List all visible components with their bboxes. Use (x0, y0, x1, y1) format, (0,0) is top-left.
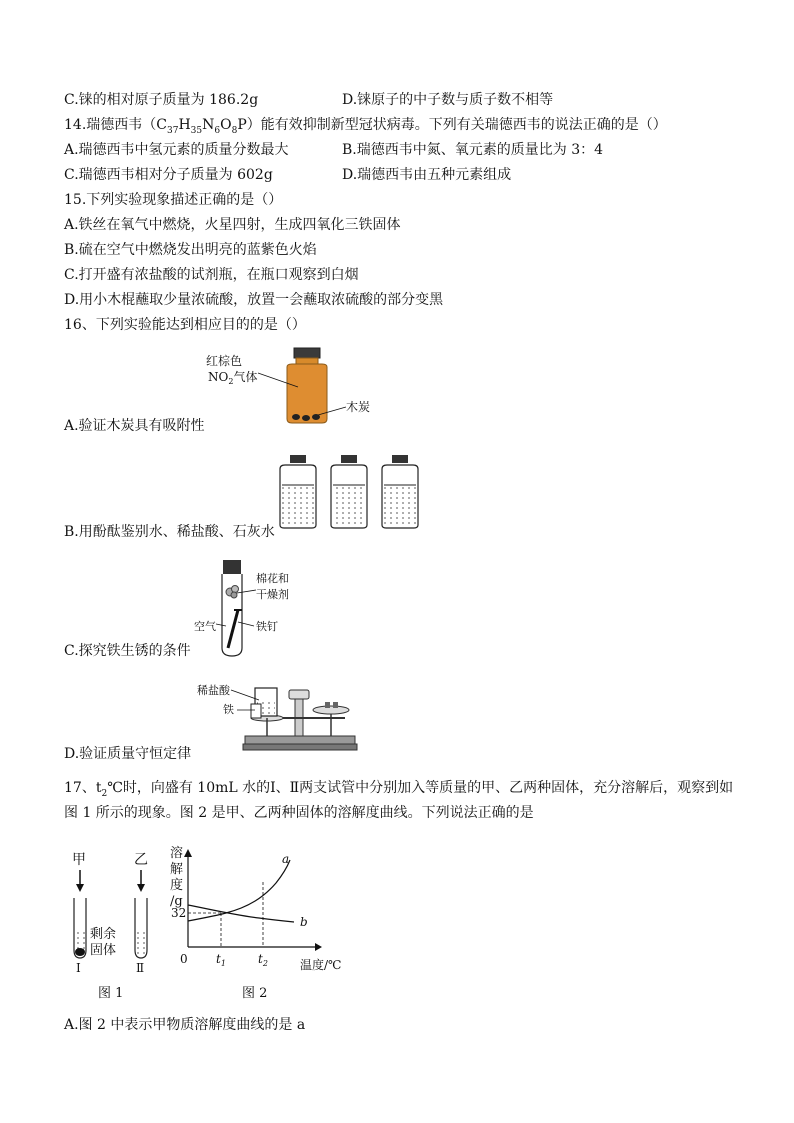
bottle-illustration (331, 455, 367, 528)
ylabel-char: 解 (170, 862, 184, 877)
q14-option-b: B.瑞德西韦中氮、氧元素的质量比为 3：4 (342, 142, 604, 158)
figure-2-caption: 图 2 (242, 986, 268, 1001)
q15-option-d: D.用小木棍蘸取少量浓硫酸，放置一会蘸取浓硫酸的部分变黑 (64, 292, 444, 308)
no2-gas-text: 气体 (233, 370, 258, 384)
fig-c-label-nail: 铁钉 (256, 620, 278, 633)
q15-stem: 15.下列实验现象描述正确的是（） (64, 192, 283, 208)
curve-b-label: b (300, 915, 308, 929)
q14-stem (64, 115, 667, 135)
label-tube-ii: Ⅱ (136, 961, 145, 975)
formula-el: O (220, 117, 232, 133)
label-jia: 甲 (72, 852, 86, 868)
q14-stem-text: ）能有效抑制新型冠状病毒。下列有关瑞德西韦的说法正确的是（） (246, 117, 667, 133)
x-tick-t2 (258, 952, 268, 968)
fig-a-label-red-brown: 红棕色 (206, 354, 243, 368)
ylabel-char: 溶 (170, 846, 184, 861)
curve-a-label: a (282, 852, 290, 866)
q17-option-a: A.图 2 中表示甲物质溶解度曲线的是 a (64, 1017, 306, 1033)
t2-text: t (258, 952, 263, 966)
guide-lines (188, 882, 263, 947)
q16-option-d: D.验证质量守恒定律 (64, 746, 192, 762)
t1-sub: 1 (220, 959, 226, 968)
no2-text: NO (208, 370, 229, 384)
label-residue-1: 剩余 (90, 927, 117, 942)
q15-option-c: C.打开盛有浓盐酸的试剂瓶，在瓶口观察到白烟 (64, 267, 359, 283)
label-yi: 乙 (134, 852, 148, 868)
q14-option-d: D.瑞德西韦由五种元素组成 (342, 167, 512, 183)
q15-option-a: A.铁丝在氧气中燃烧，火星四射，生成四氧化三铁固体 (64, 217, 401, 233)
figure-1-caption: 图 1 (98, 986, 124, 1001)
ylabel-char: /g (170, 894, 183, 909)
t2-sub: 2 (262, 959, 268, 968)
q17-stem-line2: 图 1 所示的现象。图 2 是甲、乙两种固体的溶解度曲线。下列说法正确的是 (64, 805, 534, 821)
test-tube-illustration (222, 560, 242, 656)
q16-option-c: C.探究铁生锈的条件 (64, 643, 191, 659)
formula-sub: 6 (214, 125, 221, 136)
x-axis-label: 温度/℃ (300, 958, 342, 972)
q14-option-a: A.瑞德西韦中氢元素的质量分数最大 (64, 142, 289, 158)
q17-stem-line1 (64, 778, 733, 798)
q16-figure-c (190, 560, 310, 660)
q16-figure-d (195, 680, 365, 755)
origin-label: 0 (180, 952, 188, 966)
arrow-down-icon (137, 870, 145, 892)
y-tick-32: 32 (171, 906, 187, 920)
ylabel-char: 度 (170, 878, 184, 893)
fig-a-label-charcoal: 木炭 (346, 400, 371, 414)
fig-c-label-cotton: 棉花和 (256, 572, 289, 585)
q13-option-c: C.铼的相对原子质量为 186.2g (64, 92, 259, 108)
test-tube-ii (135, 898, 147, 958)
q16-option-a: A.验证木炭具有吸附性 (64, 418, 205, 434)
q15-option-b: B.硫在空气中燃烧发出明亮的蓝紫色火焰 (64, 242, 317, 258)
q17-figure-2 (164, 845, 364, 1005)
t2-sub: 2 (101, 788, 108, 799)
q17-stem-text: 17、t (64, 780, 102, 796)
q16-figure-b (275, 455, 425, 530)
balance-illustration (243, 688, 357, 750)
bottle-illustration (382, 455, 418, 528)
q14-option-c: C.瑞德西韦相对分子质量为 602g (64, 167, 273, 183)
q16-figure-a (200, 345, 400, 430)
bottle-illustration (280, 455, 316, 528)
formula-sub: 35 (190, 125, 203, 136)
label-tube-i: Ⅰ (76, 961, 81, 975)
q13-option-d: D.铼原子的中子数与质子数不相等 (342, 92, 554, 108)
formula-sub: 8 (231, 125, 238, 136)
formula-el: N (202, 117, 215, 133)
q16-option-b: B.用酚酞鉴别水、稀盐酸、石灰水 (64, 524, 275, 540)
q16-stem: 16、下列实验能达到相应目的的是（） (64, 317, 306, 333)
q17-figure-1 (64, 850, 164, 1005)
x-tick-t1 (216, 952, 226, 968)
fig-d-label-dilute-hcl: 稀盐酸 (197, 684, 230, 697)
chart-axes (184, 849, 322, 951)
no2-sub: 2 (228, 377, 234, 386)
formula-el: H (178, 117, 191, 133)
fig-c-label-air: 空气 (194, 620, 216, 633)
formula-sub: 37 (166, 125, 179, 136)
t1-text: t (216, 952, 221, 966)
test-tube-i (74, 898, 86, 958)
formula-el: P (237, 117, 247, 133)
fig-d-label-iron: 铁 (223, 703, 234, 716)
arrow-down-icon (76, 870, 84, 892)
q14-stem-text: 14.瑞德西韦（C (64, 117, 167, 133)
q17-stem-text: ℃时，向盛有 10mL 水的Ⅰ、Ⅱ两支试管中分别加入等质量的甲、乙两种固体，充分溶解后，观察到如 (107, 780, 734, 796)
label-residue-2: 固体 (90, 943, 117, 958)
fig-a-label-no2 (208, 369, 257, 386)
solubility-curve-a (188, 860, 290, 921)
fig-c-label-desiccant: 干燥剂 (256, 588, 289, 601)
